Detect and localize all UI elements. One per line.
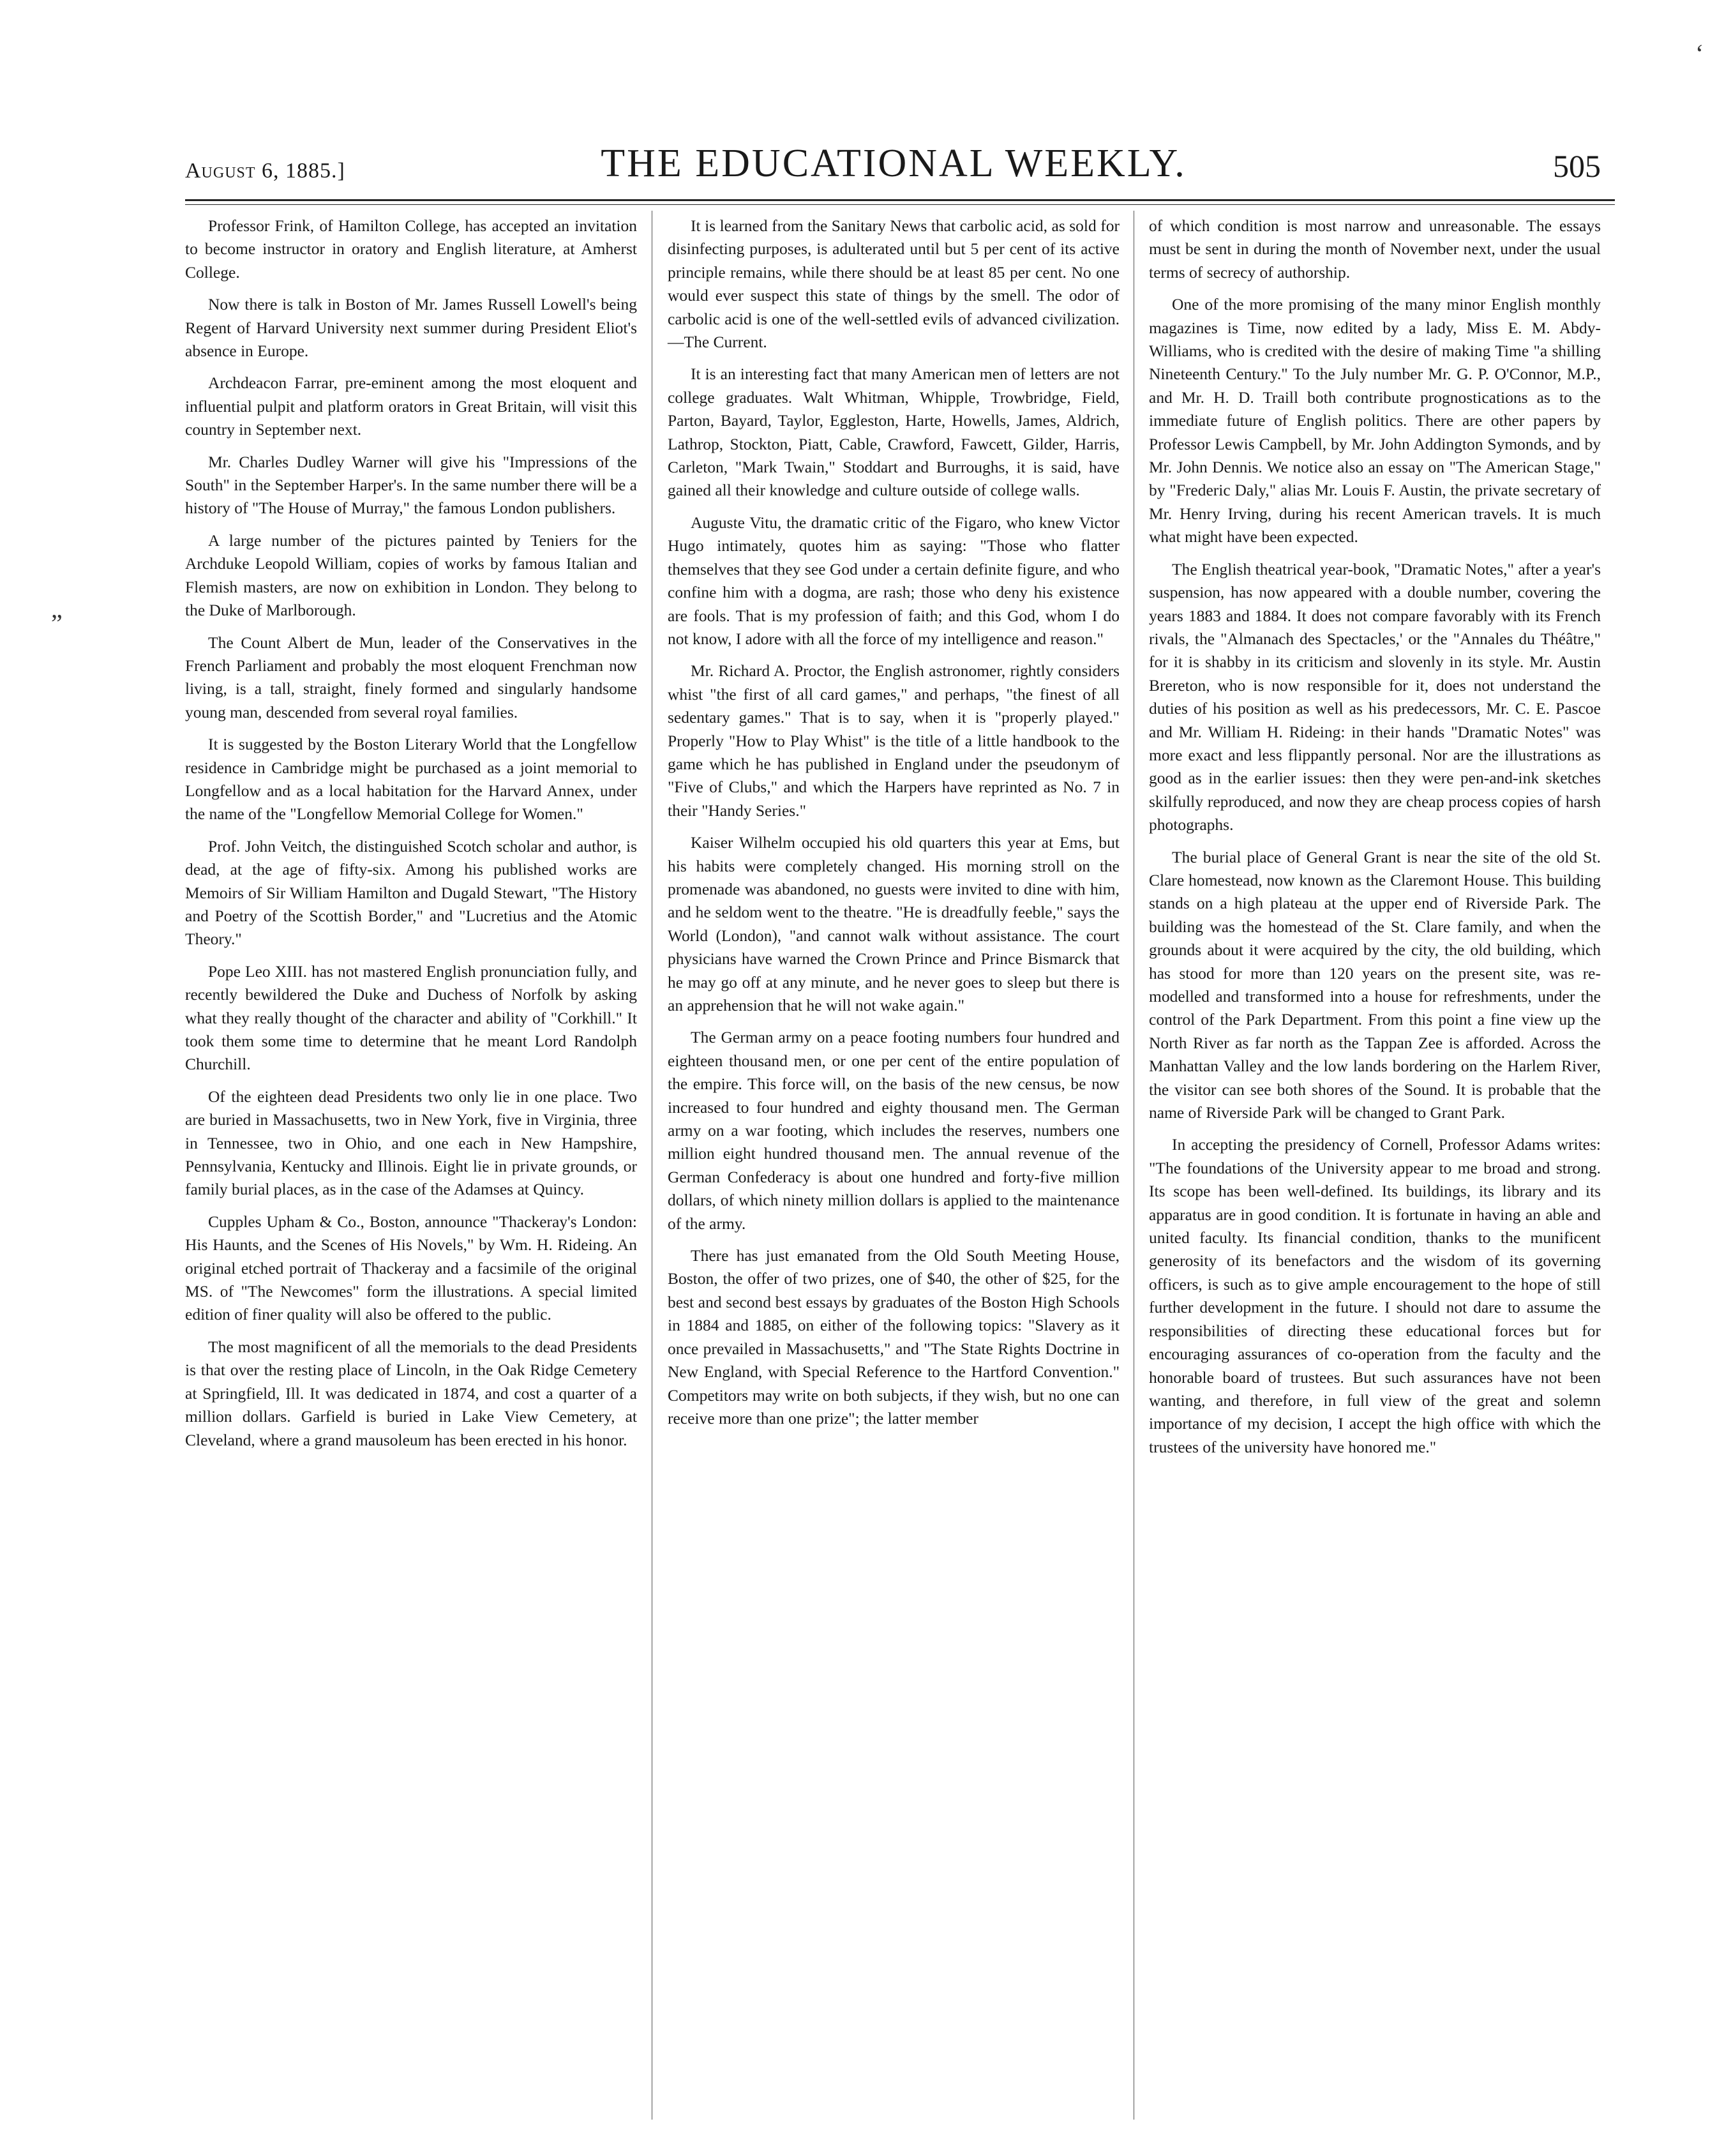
news-item: There has just emanated from the Old South Meeting House, Boston, the offer of two prizes, one of $40, the other of $25, for the best and second best essays by graduates of the Boston High Schools in 1884 and 1885, on either of the following topics: "Slavery as it once prevailed in Massachusetts," and "The State Rights Doctrine in New England, with Special Reference to the Hartford Convention." Competitors may write on both subjects, if they wish, but no one can receive more than one prize"; the latter member: [668, 1246, 1120, 1428]
news-item: Kaiser Wilhelm occupied his old quarters this year at Ems, but his habits were completely changed. His morning stroll on the promenade was abandoned, no guests were invited to dine with him, and he seldom went to the theatre. "He is dreadfully feeble," says the World (London), "and cannot walk without assistance. The court physicians have warned the Crown Prince and Prince Bismarck that he may go off at any minute, and he never goes to sleep but there is an apprehension that he will not wake again.": [668, 833, 1120, 1014]
news-item: Cupples Upham & Co., Boston, announce "Thackeray's London: His Haunts, and the Scenes of His Novels," by Wm. H. Rideing. An original etched portrait of Thackeray and a facsimile of the original MS. of "The Newcomes" form the illustrations. A special limited edition of finer quality will also be offered to the public.: [185, 1212, 637, 1324]
news-item: It is an interesting fact that many American men of letters are not college graduates. Walt Whitman, Whipple, Trowbridge, Field, Parton, Bayard, Taylor, Eggleston, Harte, Howells, James, Aldrich, Lathrop, Stockton, Piatt, Cable, Crawford, Fawcett, Gilder, Harris, Carleton, "Mark Twain," Stoddart and Burroughs, it is said, have gained all their knowledge and culture outside of college walls.: [668, 365, 1120, 500]
news-item-continued: of which condition is most narrow and unreasonable. The essays must be sent in during the month of November next, under the usual terms of secrecy of authorship.: [1149, 216, 1601, 282]
news-item: Mr. Richard A. Proctor, the English astronomer, rightly considers whist "the first of all card games," and perhaps, "the finest of all sedentary games." That is to say, when it is "properly played." Properly "How to Play Whist" is the title of a little handbook to the game which he has published in England under the pseudonym of "Five of Clubs," and which the Harpers have reprinted as No. 7 in their "Handy Series.": [668, 661, 1120, 820]
news-item: Auguste Vitu, the dramatic critic of the Figaro, who knew Victor Hugo intimately, quotes him as saying: "Those who flatter themselves that they see God under a certain definite figure, and who confine him with a dogma, are rash; those who deny his existence are fools. That is my profession of faith; and this God, whom I do not know, I adore with all the force of my intelligence and reason.": [668, 513, 1120, 648]
news-item: The Count Albert de Mun, leader of the Conservatives in the French Parliament and probably the most eloquent Frenchman now living, is a tall, straight, finely formed and singularly handsome young man, descended from several royal families.: [185, 633, 637, 721]
news-item: The English theatrical year-book, "Dramatic Notes," after a year's suspension, has now appeared with a double number, covering the years 1883 and 1884. It does not compare favorably with its French rivals, the "Almanach des Spectacles,' or the "Annales du Théâtre," for it is shabby in its criticism and slovenly in its style. Mr. Austin Brereton, who is now responsible for it, does not understand the duties of his position as well as his predecessors, Mr. C. E. Pascoe and Mr. William H. Rideing: in their hands "Dramatic Notes" was more exact and less flippantly personal. Nor are the illustrations as good as in the earlier issues: then they were pen-and-ink sketches skilfully reproduced, and now they are cheap process copies of harsh photographs.: [1149, 559, 1601, 834]
news-item: One of the more promising of the many minor English monthly magazines is Time, now edited by a lady, Miss E. M. Abdy-Williams, who is credited with the desire of making Time "a shilling Nineteenth Century." To the July number Mr. G. P. O'Connor, M.P., and Mr. H. D. Traill both contribute prognostications as to the immediate future of English politics. There are other papers by Professor Lewis Campbell, by Mr. John Addington Symonds, and by Mr. John Dennis. We notice also an essay on "The American Stage," by "Frederic Daly," alias Mr. Louis F. Austin, the private secretary of Mr. Henry Irving, during his recent American travels. It is much what might have been expected.: [1149, 295, 1601, 547]
news-item: The burial place of General Grant is near the site of the old St. Clare homestead, now known as the Claremont House. This building stands on a high plateau at the upper end of Riverside Park. The building was the homestead of the St. Clare family, and when the grounds about it were acquired by the city, the old building, which has stood for more than 120 years on the present site, was re-modelled and transformed into a house for refreshments, under the control of the Park Department. From this point a fine view up the North River as far north as the Tappan Zee is afforded. Across the Manhattan Valley and the low lands bordering on the Harlem River, the visitor can see both shores of the Sound. It is probable that the name of Riverside Park will be changed to Grant Park.: [1149, 847, 1601, 1122]
news-item: Archdeacon Farrar, pre-eminent among the most eloquent and influential pulpit and platform orators in Great Britain, will visit this country in September next.: [185, 373, 637, 439]
news-item: It is learned from the Sanitary News that carbolic acid, as sold for disinfecting purposes, is adulterated until but 5 per cent of its active principle remains, while there should be at least 85 per cent. No one would ever suspect this state of things by the smell. The odor of carbolic acid is one of the well-settled evils of advanced civilization.—The Current.: [668, 216, 1120, 352]
column-2: [668, 215, 1120, 2123]
news-item: A large number of the pictures painted by Teniers for the Archduke Leopold William, copies of works by famous Italian and Flemish masters, are now on exhibition in London. They belong to the Duke of Marlborough.: [185, 531, 637, 620]
news-item: Professor Frink, of Hamilton College, has accepted an invitation to become instructor in oratory and English literature, at Amherst College.: [185, 216, 637, 282]
masthead: [179, 137, 1608, 201]
news-item: Prof. John Veitch, the distinguished Scotch scholar and author, is dead, at the age of fifty-six. Among his published works are Memoirs of Sir William Hamilton and Dugald Stewart, "The History and Poetry of the Scottish Border," and "Lucretius and the Atomic Theory.": [185, 836, 637, 949]
news-item: The German army on a peace footing numbers four hundred and eighteen thousand men, or one per cent of the entire population of the empire. This force will, on the basis of the new census, be now increased to four hundred and eighty thousand men. The German army on a war footing, which includes the reserves, numbers one million eight hundred thousand men. The annual revenue of the German Confederacy is about one hundred and forty-five million dollars, of which ninety million dollars is applied to the maintenance of the army.: [668, 1028, 1120, 1233]
margin-mark: ‘: [1695, 39, 1704, 68]
column-1: [185, 215, 637, 2123]
news-item: In accepting the presidency of Cornell, Professor Adams writes: "The foundations of the University appear to me broad and strong. Its scope has been well-defined. Its buildings, its library and its apparatus are in good condition. It is fortunate in having an able and united faculty. Its financial condition, thanks to the munificent generosity of its benefactors and the wisdom of its governing officers, is such as to give ample encouragement to the hope of still further development in the future. I should not dare to assume the responsibilities of directing these educational forces but for encouraging assurances of co-operation from the faculty and the honorable board of trustees. But such assurances have not been wanting, and therefore, in full view of the great and solemn importance of my decision, I accept the high office with which the trustees of the university have honored me.": [1149, 1135, 1601, 1456]
news-item: The most magnificent of all the memorials to the dead Presidents is that over the resting place of Lincoln, in the Oak Ridge Cemetery at Springfield, Ill. It was dedicated in 1874, and cost a quarter of a million dollars. Garfield is buried in Lake View Cemetery, at Cleveland, where a grand mausoleum has been erected in his honor.: [185, 1337, 637, 1449]
header-rule-thin: [185, 204, 1615, 205]
news-item: Now there is talk in Boston of Mr. James Russell Lowell's being Regent of Harvard University next summer during President Eliot's absence in Europe.: [185, 295, 637, 361]
news-item: Pope Leo XIII. has not mastered English pronunciation fully, and recently bewildered the Duke and Duchess of Norfolk by asking what they really thought of the character and ability of "Corkhill." It took them some time to determine that he meant Lord Randolph Churchill.: [185, 961, 637, 1074]
publication-title: THE EDUCATIONAL WEEKLY.: [601, 142, 1187, 185]
header-rule: [185, 199, 1615, 201]
margin-mark: „: [51, 594, 63, 623]
news-item: It is suggested by the Boston Literary World that the Longfellow residence in Cambridge might be purchased as a joint memorial to Longfellow and as a local habitation for the Harvard Annex, under the name of the "Longfellow Memorial College for Women.": [185, 735, 637, 824]
issue-date: August 6, 1885.]: [185, 159, 345, 183]
page-number: 505: [1553, 148, 1601, 184]
column-3: [1149, 215, 1601, 2123]
news-item: Mr. Charles Dudley Warner will give his "Impressions of the South" in the September Harper's. In the same number there will be a history of "The House of Murray," the famous London publishers.: [185, 452, 637, 518]
news-item: Of the eighteen dead Presidents two only lie in one place. Two are buried in Massachusetts, two in New York, five in Virginia, three in Tennessee, two in Ohio, and one each in New Hampshire, Pennsylvania, Kentucky and Illinois. Eight lie in private grounds, or family burial places, as in the case of the Adamses at Quincy.: [185, 1087, 637, 1199]
